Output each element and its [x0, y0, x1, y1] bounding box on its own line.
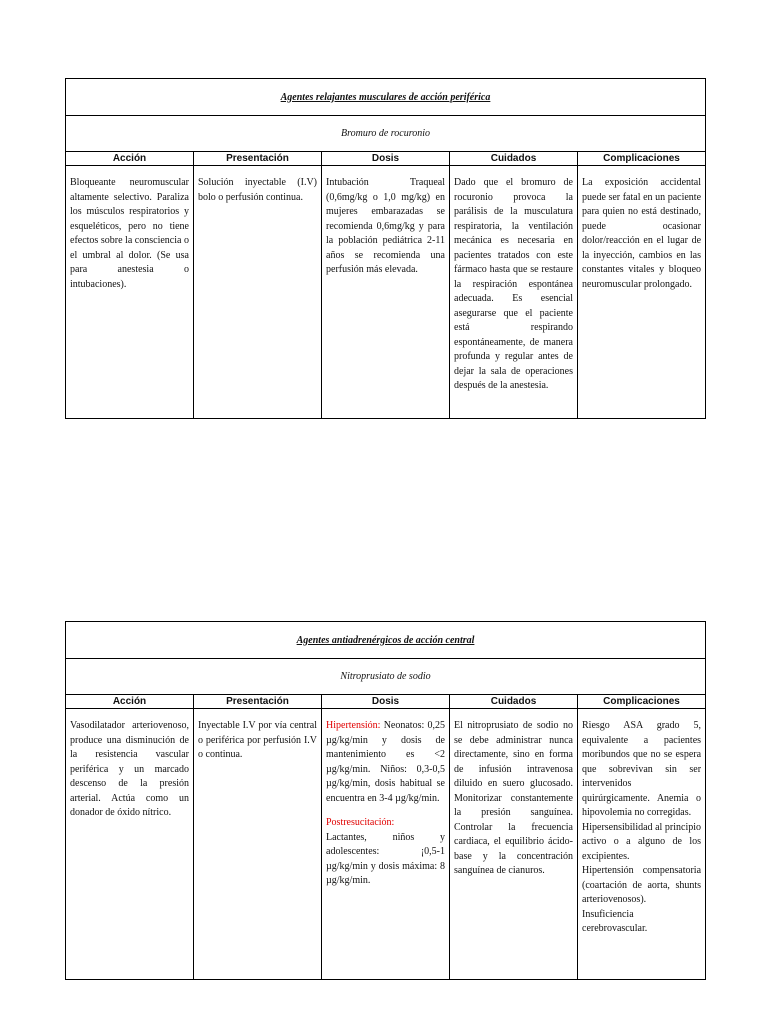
- drug-table-rocuronio: [65, 78, 706, 419]
- column-header-dosis: Dosis: [322, 695, 450, 709]
- column-header-cuidados: Cuidados: [450, 152, 578, 166]
- dosis-label-hipertension: Hipertensión:: [326, 720, 381, 731]
- complicacion-item: Riesgo ASA grado 5, equivalente a pacientes moribundos que no se espera que sobrevivan sin ser intervenidos quirúrgicamente. Anemia o hipovolemia no corregidas.: [582, 720, 702, 818]
- column-header-complicaciones: Complicaciones: [578, 152, 706, 166]
- cell-cuidados: El nitroprusiato de sodio no se debe administrar nunca directamente, sino en forma de infusión intravenosa diluido en suero glucosado. Monitorizar constantemente la presión sanguínea. Controlar la frecuencia cardiaca, el equilibrio ácido-base y la concentración sanguínea de cianuros.: [450, 709, 578, 980]
- cell-dosis: [322, 709, 450, 980]
- dosis-label-postresucitacion: Postresucitación:: [326, 817, 395, 828]
- drug-table-nitroprusiato: [65, 621, 706, 980]
- column-header-cuidados: Cuidados: [450, 695, 578, 709]
- dosis-text-hipertension: Neonatos: 0,25 µg/kg/min y dosis de mantenimiento es <2 µg/kg/min. Niños: 0,3-0,5 µg/kg/min, dosis habitual se encuentra en 3-4 µg/kg/min.: [326, 720, 445, 804]
- column-header-accion: Acción: [66, 152, 194, 166]
- table-title: Agentes antiadrenérgicos de acción central: [66, 622, 706, 659]
- column-header-accion: Acción: [66, 695, 194, 709]
- cell-accion: Vasodilatador arteriovenoso, produce una disminución de la resistencia vascular periférica y un marcado descenso de la presión arterial. Actúa como un donador de óxido nítrico.: [66, 709, 194, 980]
- dosis-text-postresucitacion: Lactantes, niños y adolescentes: ¡0,5-1 µg/kg/min y dosis máxima: 8 µg/kg/min.: [326, 831, 445, 886]
- cell-complicaciones: La exposición accidental puede ser fatal en un paciente para quien no está destinado, puede ocasionar dolor/reacción en el lugar de la inyección, cambios en las constantes vitales y bloqueo neuromuscular prolongado.: [578, 166, 706, 419]
- column-header-presentacion: Presentación: [194, 152, 322, 166]
- cell-presentacion: Inyectable I.V por vía central o periférica por perfusión I.V o continua.: [194, 709, 322, 980]
- complicacion-item: Hipertensión compensatoria (coartación de aorta, shunts arteriovenosos).: [582, 865, 702, 905]
- complicacion-item: Hipersensibilidad al principio activo o a alguno de los excipientes.: [582, 821, 702, 862]
- column-header-dosis: Dosis: [322, 152, 450, 166]
- table-title: Agentes relajantes musculares de acción periférica: [66, 79, 706, 116]
- complicacion-item: Insuficiencia cerebrovascular.: [582, 908, 648, 934]
- dosis-hipertension: [326, 719, 445, 806]
- cell-dosis: Intubación Traqueal (0,6mg/kg o 1,0 mg/kg) en mujeres embarazadas se recomienda 0,6mg/kg y para la población pediátrica 2-11 años se recomienda una perfusión más elevada.: [322, 166, 450, 419]
- column-header-presentacion: Presentación: [194, 695, 322, 709]
- drug-name: Bromuro de rocuronio: [66, 116, 706, 152]
- cell-complicaciones: [578, 709, 706, 980]
- drug-name: Nitroprusiato de sodio: [66, 659, 706, 695]
- cell-presentacion: Solución inyectable (I.V) bolo o perfusión continua.: [194, 166, 322, 419]
- column-header-complicaciones: Complicaciones: [578, 695, 706, 709]
- cell-accion: Bloqueante neuromuscular altamente selectivo. Paraliza los músculos respiratorios y esqueléticos, pero no tiene efectos sobre la consciencia o el umbral al dolor. (Se usa para anestesia o intubaciones).: [66, 166, 194, 419]
- cell-cuidados: Dado que el bromuro de rocuronio provoca la parálisis de la musculatura respiratoria, la ventilación mecánica es necesaria en pacientes tratados con este fármaco hasta que se restaure la respiración espontánea adecuada. Es esencial asegurarse que el paciente está respirando espontáneamente, de manera profunda y regular antes de dejar la sala de operaciones después de la anestesia.: [450, 166, 578, 419]
